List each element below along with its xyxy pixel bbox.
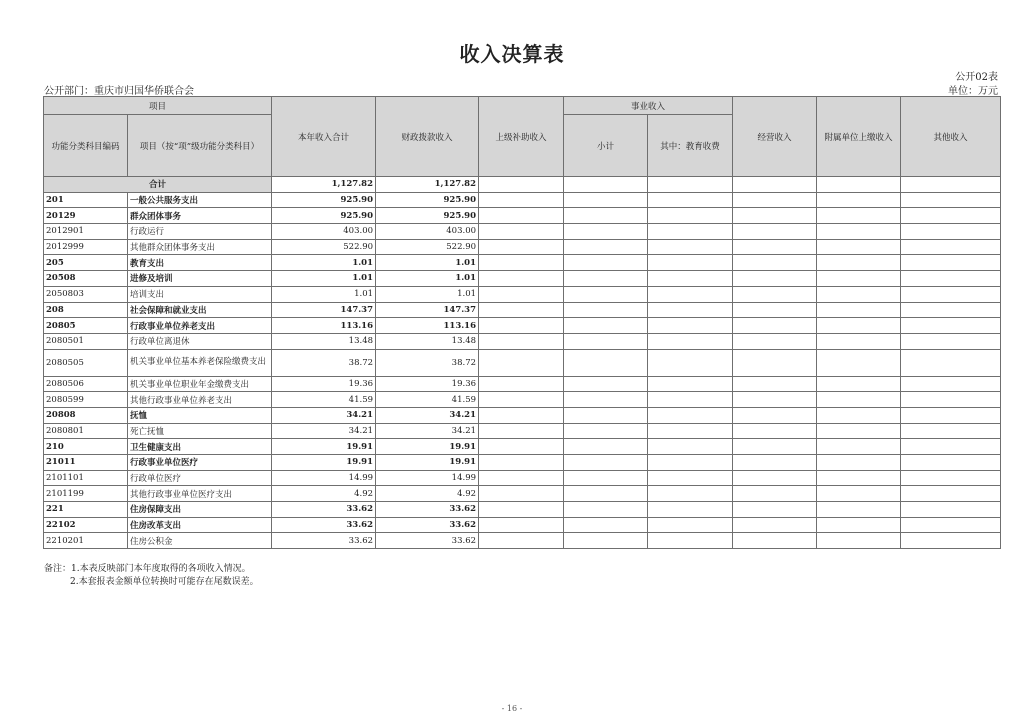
empty-cell xyxy=(479,177,564,193)
empty-cell xyxy=(901,423,1001,439)
row-code: 221 xyxy=(44,502,128,518)
empty-cell xyxy=(648,502,733,518)
empty-cell xyxy=(564,255,648,271)
empty-cell xyxy=(564,392,648,408)
empty-cell xyxy=(733,192,817,208)
row-total-income: 4.92 xyxy=(272,486,376,502)
empty-cell xyxy=(648,239,733,255)
empty-cell xyxy=(901,255,1001,271)
empty-cell xyxy=(479,333,564,349)
department-label: 公开部门：重庆市归国华侨联合会 xyxy=(44,86,194,97)
row-name: 进修及培训 xyxy=(128,271,272,287)
row-code: 20508 xyxy=(44,271,128,287)
row-name: 行政单位医疗 xyxy=(128,470,272,486)
row-total-income: 147.37 xyxy=(272,302,376,318)
empty-cell xyxy=(564,349,648,376)
row-name: 教育支出 xyxy=(128,255,272,271)
table-row xyxy=(44,423,1001,439)
row-name: 住房公积金 xyxy=(128,533,272,549)
table-row xyxy=(44,349,1001,376)
row-name: 群众团体事务 xyxy=(128,208,272,224)
header-operating: 经营收入 xyxy=(733,97,817,177)
row-fiscal: 33.62 xyxy=(376,517,479,533)
empty-cell xyxy=(817,407,901,423)
unit-label: 单位：万元 xyxy=(948,86,998,97)
table-row xyxy=(44,318,1001,334)
empty-cell xyxy=(901,376,1001,392)
empty-cell xyxy=(733,302,817,318)
empty-cell xyxy=(817,224,901,240)
row-fiscal: 14.99 xyxy=(376,470,479,486)
empty-cell xyxy=(901,177,1001,193)
table-row xyxy=(44,517,1001,533)
row-fiscal: 33.62 xyxy=(376,533,479,549)
table-row xyxy=(44,255,1001,271)
empty-cell xyxy=(733,407,817,423)
empty-cell xyxy=(648,333,733,349)
empty-cell xyxy=(479,192,564,208)
row-code: 2101199 xyxy=(44,486,128,502)
row-name: 卫生健康支出 xyxy=(128,439,272,455)
empty-cell xyxy=(733,239,817,255)
empty-cell xyxy=(733,177,817,193)
empty-cell xyxy=(564,239,648,255)
empty-cell xyxy=(817,439,901,455)
row-fiscal: 4.92 xyxy=(376,486,479,502)
empty-cell xyxy=(564,224,648,240)
row-code: 20808 xyxy=(44,407,128,423)
empty-cell xyxy=(733,286,817,302)
table-row xyxy=(44,533,1001,549)
row-name: 死亡抚恤 xyxy=(128,423,272,439)
row-code: 2210201 xyxy=(44,533,128,549)
empty-cell xyxy=(733,224,817,240)
row-code: 21011 xyxy=(44,455,128,471)
header-total-income: 本年收入合计 xyxy=(272,97,376,177)
total-income-value: 1,127.82 xyxy=(272,177,376,193)
empty-cell xyxy=(479,455,564,471)
header-name: 项目（按“项”级功能分类科目） xyxy=(128,115,272,177)
empty-cell xyxy=(564,423,648,439)
empty-cell xyxy=(733,271,817,287)
table-row xyxy=(44,376,1001,392)
empty-cell xyxy=(901,239,1001,255)
row-name: 机关事业单位基本养老保险缴费支出 xyxy=(128,349,272,376)
row-total-income: 33.62 xyxy=(272,502,376,518)
row-total-income: 1.01 xyxy=(272,255,376,271)
row-total-income: 925.90 xyxy=(272,208,376,224)
empty-cell xyxy=(817,255,901,271)
row-fiscal: 147.37 xyxy=(376,302,479,318)
row-name: 其他群众团体事务支出 xyxy=(128,239,272,255)
row-code: 2080506 xyxy=(44,376,128,392)
empty-cell xyxy=(733,208,817,224)
row-code: 205 xyxy=(44,255,128,271)
empty-cell xyxy=(817,533,901,549)
row-name: 行政事业单位养老支出 xyxy=(128,318,272,334)
row-fiscal: 522.90 xyxy=(376,239,479,255)
row-name: 社会保障和就业支出 xyxy=(128,302,272,318)
empty-cell xyxy=(648,439,733,455)
empty-cell xyxy=(733,439,817,455)
row-total-income: 34.21 xyxy=(272,423,376,439)
empty-cell xyxy=(733,455,817,471)
row-code: 2012901 xyxy=(44,224,128,240)
row-total-income: 1.01 xyxy=(272,286,376,302)
row-code: 2080505 xyxy=(44,349,128,376)
empty-cell xyxy=(479,286,564,302)
table-row xyxy=(44,439,1001,455)
note-line-2: 2.本套报表金额单位转换时可能存在尾数误差。 xyxy=(70,577,259,587)
empty-cell xyxy=(479,486,564,502)
empty-cell xyxy=(648,407,733,423)
row-fiscal: 34.21 xyxy=(376,407,479,423)
empty-cell xyxy=(564,286,648,302)
table-row xyxy=(44,224,1001,240)
row-code: 201 xyxy=(44,192,128,208)
row-total-income: 14.99 xyxy=(272,470,376,486)
empty-cell xyxy=(817,239,901,255)
row-code: 22102 xyxy=(44,517,128,533)
row-name: 其他行政事业单位医疗支出 xyxy=(128,486,272,502)
row-total-income: 19.36 xyxy=(272,376,376,392)
empty-cell xyxy=(479,302,564,318)
empty-cell xyxy=(817,470,901,486)
header-superior: 上级补助收入 xyxy=(479,97,564,177)
empty-cell xyxy=(564,517,648,533)
table-row xyxy=(44,407,1001,423)
row-fiscal: 403.00 xyxy=(376,224,479,240)
empty-cell xyxy=(901,486,1001,502)
empty-cell xyxy=(901,302,1001,318)
row-total-income: 403.00 xyxy=(272,224,376,240)
empty-cell xyxy=(733,349,817,376)
row-total-income: 38.72 xyxy=(272,349,376,376)
empty-cell xyxy=(479,439,564,455)
empty-cell xyxy=(733,470,817,486)
empty-cell xyxy=(817,455,901,471)
empty-cell xyxy=(733,423,817,439)
empty-cell xyxy=(564,486,648,502)
income-statement-table xyxy=(43,96,1001,549)
empty-cell xyxy=(817,517,901,533)
empty-cell xyxy=(564,502,648,518)
page-number: - 16 - xyxy=(501,704,523,713)
header-affiliated: 附属单位上缴收入 xyxy=(817,97,901,177)
empty-cell xyxy=(901,286,1001,302)
row-fiscal: 925.90 xyxy=(376,208,479,224)
row-total-income: 522.90 xyxy=(272,239,376,255)
row-fiscal: 1.01 xyxy=(376,286,479,302)
empty-cell xyxy=(564,376,648,392)
row-total-income: 33.62 xyxy=(272,533,376,549)
row-name: 行政单位离退休 xyxy=(128,333,272,349)
row-fiscal: 34.21 xyxy=(376,423,479,439)
empty-cell xyxy=(648,517,733,533)
empty-cell xyxy=(479,271,564,287)
empty-cell xyxy=(564,470,648,486)
empty-cell xyxy=(901,439,1001,455)
table-row xyxy=(44,333,1001,349)
empty-cell xyxy=(817,486,901,502)
table-row xyxy=(44,271,1001,287)
empty-cell xyxy=(648,192,733,208)
empty-cell xyxy=(648,423,733,439)
empty-cell xyxy=(648,208,733,224)
page-title: 收入决算表 xyxy=(459,42,565,66)
header-other: 其他收入 xyxy=(901,97,1001,177)
empty-cell xyxy=(564,407,648,423)
empty-cell xyxy=(479,376,564,392)
empty-cell xyxy=(648,533,733,549)
total-label: 合计 xyxy=(44,177,272,193)
row-total-income: 34.21 xyxy=(272,407,376,423)
row-fiscal: 13.48 xyxy=(376,333,479,349)
table-row xyxy=(44,208,1001,224)
header-project: 项目 xyxy=(44,97,272,115)
empty-cell xyxy=(648,376,733,392)
row-code: 20805 xyxy=(44,318,128,334)
empty-cell xyxy=(901,349,1001,376)
row-fiscal: 1.01 xyxy=(376,271,479,287)
header-fiscal: 财政拨款收入 xyxy=(376,97,479,177)
empty-cell xyxy=(733,502,817,518)
empty-cell xyxy=(901,271,1001,287)
empty-cell xyxy=(648,392,733,408)
row-name: 培训支出 xyxy=(128,286,272,302)
row-total-income: 19.91 xyxy=(272,439,376,455)
table-row xyxy=(44,455,1001,471)
empty-cell xyxy=(817,208,901,224)
total-fiscal-value: 1,127.82 xyxy=(376,177,479,193)
row-fiscal: 19.91 xyxy=(376,439,479,455)
row-name: 机关事业单位职业年金缴费支出 xyxy=(128,376,272,392)
row-fiscal: 1.01 xyxy=(376,255,479,271)
row-total-income: 41.59 xyxy=(272,392,376,408)
row-total-income: 1.01 xyxy=(272,271,376,287)
table-row xyxy=(44,486,1001,502)
row-code: 20129 xyxy=(44,208,128,224)
empty-cell xyxy=(733,517,817,533)
empty-cell xyxy=(648,255,733,271)
empty-cell xyxy=(479,318,564,334)
row-total-income: 33.62 xyxy=(272,517,376,533)
table-row xyxy=(44,239,1001,255)
empty-cell xyxy=(564,533,648,549)
empty-cell xyxy=(901,192,1001,208)
row-code: 2080599 xyxy=(44,392,128,408)
empty-cell xyxy=(648,486,733,502)
row-fiscal: 41.59 xyxy=(376,392,479,408)
row-total-income: 925.90 xyxy=(272,192,376,208)
empty-cell xyxy=(733,255,817,271)
empty-cell xyxy=(817,271,901,287)
empty-cell xyxy=(817,502,901,518)
empty-cell xyxy=(564,177,648,193)
total-row xyxy=(44,177,1001,193)
row-fiscal: 925.90 xyxy=(376,192,479,208)
header-code: 功能分类科目编码 xyxy=(44,115,128,177)
empty-cell xyxy=(901,455,1001,471)
empty-cell xyxy=(564,455,648,471)
row-code: 2101101 xyxy=(44,470,128,486)
row-fiscal: 33.62 xyxy=(376,502,479,518)
empty-cell xyxy=(817,376,901,392)
row-fiscal: 19.36 xyxy=(376,376,479,392)
empty-cell xyxy=(564,439,648,455)
empty-cell xyxy=(479,239,564,255)
row-total-income: 19.91 xyxy=(272,455,376,471)
empty-cell xyxy=(648,271,733,287)
row-name: 抚恤 xyxy=(128,407,272,423)
empty-cell xyxy=(648,349,733,376)
row-code: 2012999 xyxy=(44,239,128,255)
row-name: 一般公共服务支出 xyxy=(128,192,272,208)
empty-cell xyxy=(648,286,733,302)
empty-cell xyxy=(564,271,648,287)
empty-cell xyxy=(648,302,733,318)
empty-cell xyxy=(479,533,564,549)
empty-cell xyxy=(733,392,817,408)
empty-cell xyxy=(817,318,901,334)
row-code: 2050803 xyxy=(44,286,128,302)
empty-cell xyxy=(733,376,817,392)
empty-cell xyxy=(817,333,901,349)
note-line-1: 备注：1.本表反映部门本年度取得的各项收入情况。 xyxy=(44,564,251,574)
empty-cell xyxy=(901,392,1001,408)
empty-cell xyxy=(648,455,733,471)
header-business: 事业收入 xyxy=(564,97,733,115)
table-row xyxy=(44,302,1001,318)
row-fiscal: 113.16 xyxy=(376,318,479,334)
empty-cell xyxy=(817,192,901,208)
empty-cell xyxy=(733,486,817,502)
row-fiscal: 38.72 xyxy=(376,349,479,376)
empty-cell xyxy=(564,192,648,208)
row-code: 210 xyxy=(44,439,128,455)
header-subtotal: 小计 xyxy=(564,115,648,177)
table-row xyxy=(44,502,1001,518)
row-code: 2080501 xyxy=(44,333,128,349)
table-row xyxy=(44,286,1001,302)
empty-cell xyxy=(817,286,901,302)
table-row xyxy=(44,470,1001,486)
row-name: 行政运行 xyxy=(128,224,272,240)
empty-cell xyxy=(733,333,817,349)
empty-cell xyxy=(564,318,648,334)
empty-cell xyxy=(564,302,648,318)
form-number: 公开02表 xyxy=(955,72,998,83)
empty-cell xyxy=(733,318,817,334)
empty-cell xyxy=(901,407,1001,423)
empty-cell xyxy=(479,255,564,271)
empty-cell xyxy=(817,423,901,439)
empty-cell xyxy=(479,502,564,518)
empty-cell xyxy=(479,517,564,533)
empty-cell xyxy=(817,349,901,376)
empty-cell xyxy=(901,318,1001,334)
empty-cell xyxy=(479,224,564,240)
empty-cell xyxy=(733,533,817,549)
empty-cell xyxy=(817,177,901,193)
empty-cell xyxy=(901,517,1001,533)
empty-cell xyxy=(479,423,564,439)
row-total-income: 113.16 xyxy=(272,318,376,334)
empty-cell xyxy=(901,208,1001,224)
empty-cell xyxy=(479,208,564,224)
empty-cell xyxy=(648,224,733,240)
row-code: 208 xyxy=(44,302,128,318)
row-code: 2080801 xyxy=(44,423,128,439)
empty-cell xyxy=(648,470,733,486)
empty-cell xyxy=(817,302,901,318)
empty-cell xyxy=(648,177,733,193)
empty-cell xyxy=(564,333,648,349)
row-total-income: 13.48 xyxy=(272,333,376,349)
empty-cell xyxy=(901,224,1001,240)
table-row xyxy=(44,192,1001,208)
empty-cell xyxy=(817,392,901,408)
empty-cell xyxy=(901,533,1001,549)
empty-cell xyxy=(479,470,564,486)
empty-cell xyxy=(901,333,1001,349)
empty-cell xyxy=(564,208,648,224)
empty-cell xyxy=(479,407,564,423)
empty-cell xyxy=(648,318,733,334)
empty-cell xyxy=(901,470,1001,486)
empty-cell xyxy=(479,349,564,376)
row-name: 住房改革支出 xyxy=(128,517,272,533)
table-row xyxy=(44,392,1001,408)
row-name: 其他行政事业单位养老支出 xyxy=(128,392,272,408)
header-education: 其中：教育收费 xyxy=(648,115,733,177)
empty-cell xyxy=(479,392,564,408)
row-fiscal: 19.91 xyxy=(376,455,479,471)
empty-cell xyxy=(901,502,1001,518)
row-name: 行政事业单位医疗 xyxy=(128,455,272,471)
row-name: 住房保障支出 xyxy=(128,502,272,518)
